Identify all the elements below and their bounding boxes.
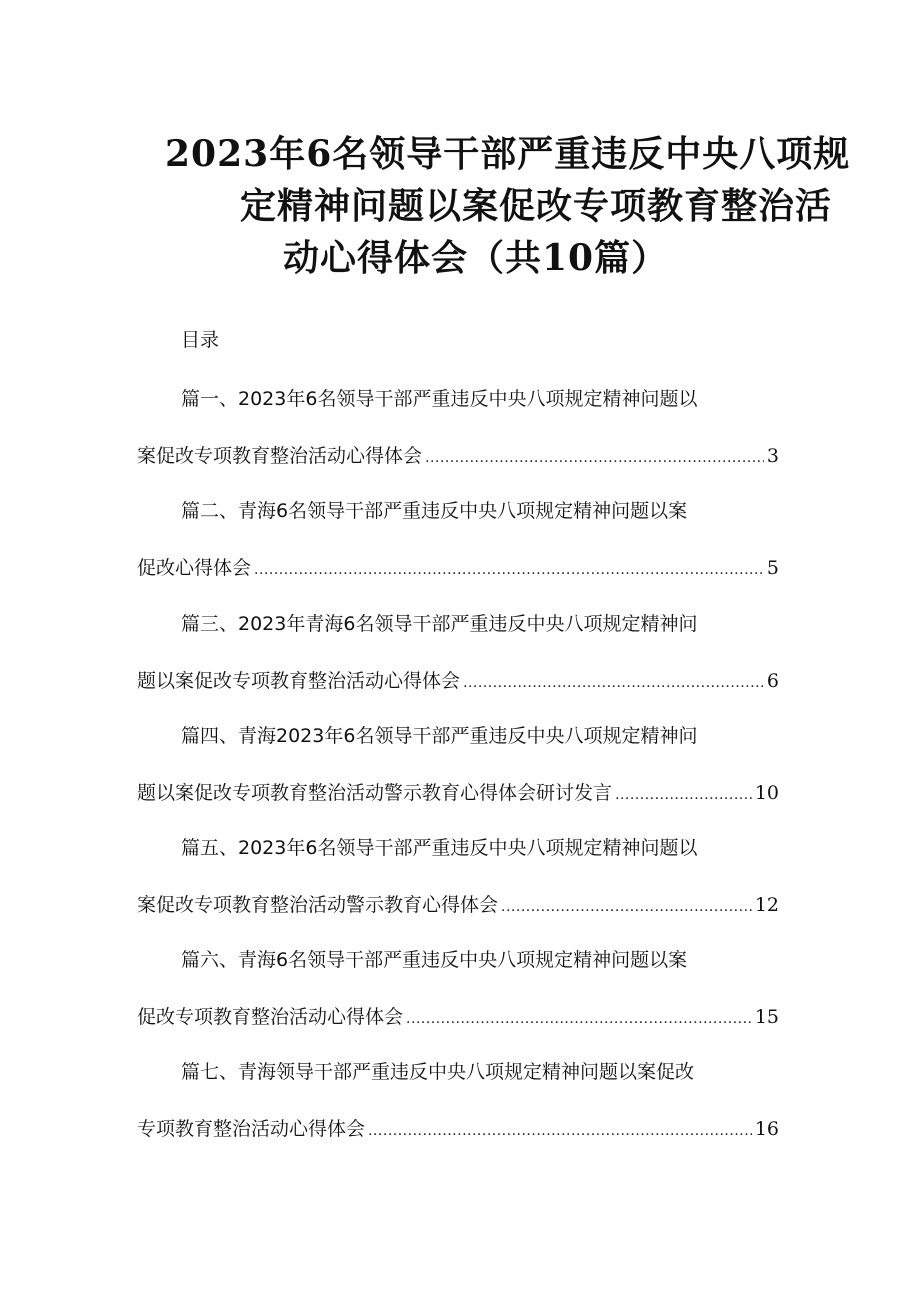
toc-entry-title: 篇五、2023年6名领导干部严重违反中央八项规定精神问题以 [181,837,698,859]
toc-entry-continuation [137,1115,779,1145]
title-line-2: 定精神问题以案促改专项教育整治活 [240,185,833,227]
toc-entry-5[interactable] [0,834,920,944]
toc-entry-title: 篇七、青海领导干部严重违反中央八项规定精神问题以案促改 [181,1061,695,1083]
toc-entry-title-cont: 题以案促改专项教育整治活动警示教育心得体会研讨发言 [137,782,613,804]
toc-entry-2[interactable] [0,497,920,607]
toc-entry-7[interactable] [0,1058,920,1168]
toc-entry-continuation [137,1003,779,1033]
toc-entry-continuation [137,554,779,584]
toc-heading: 目录 [181,329,220,351]
title-line-3: 动心得体会（共10篇） [283,237,669,279]
toc-entry-title-cont: 促改心得体会 [137,557,252,579]
dot-leader [425,444,764,472]
toc-entry-title-cont: 专项教育整治活动心得体会 [137,1118,366,1140]
toc-entry-3[interactable] [0,610,920,720]
dot-leader [463,669,764,697]
toc-page-number: 5 [766,557,779,579]
toc-entry-4[interactable] [0,722,920,832]
dot-leader [615,781,752,809]
toc-page-number: 6 [766,670,779,692]
toc-page-number: 15 [754,1006,779,1028]
toc-entry-title-cont: 案促改专项教育整治活动警示教育心得体会 [137,894,499,916]
toc-entry-continuation [137,891,779,921]
toc-entry-title: 篇一、2023年6名领导干部严重违反中央八项规定精神问题以 [181,388,698,410]
toc-entry-6[interactable] [0,946,920,1056]
toc-entry-1[interactable] [0,385,920,495]
toc-entry-title: 篇六、青海6名领导干部严重违反中央八项规定精神问题以案 [181,949,688,971]
toc-entry-continuation [137,442,779,472]
toc-page-number: 12 [754,894,779,916]
dot-leader [368,1117,752,1145]
toc-entry-title: 篇四、青海2023年6名领导干部严重违反中央八项规定精神问 [181,725,698,747]
toc-entry-title: 篇二、青海6名领导干部严重违反中央八项规定精神问题以案 [181,500,688,522]
toc-entry-title-cont: 题以案促改专项教育整治活动心得体会 [137,670,461,692]
toc-entry-continuation [137,779,779,809]
toc-page-number: 3 [766,445,779,467]
dot-leader [406,1005,752,1033]
toc-entry-title: 篇三、2023年青海6名领导干部严重违反中央八项规定精神问 [181,613,698,635]
toc-entry-title-cont: 促改专项教育整治活动心得体会 [137,1006,404,1028]
dot-leader [501,893,752,921]
toc-page-number: 16 [754,1118,779,1140]
toc-page-number: 10 [754,782,779,804]
toc-entry-title-cont: 案促改专项教育整治活动心得体会 [137,445,423,467]
title-line-1: 2023年6名领导干部严重违反中央八项规 [165,133,851,175]
toc-entry-continuation [137,667,779,697]
dot-leader [254,556,764,584]
